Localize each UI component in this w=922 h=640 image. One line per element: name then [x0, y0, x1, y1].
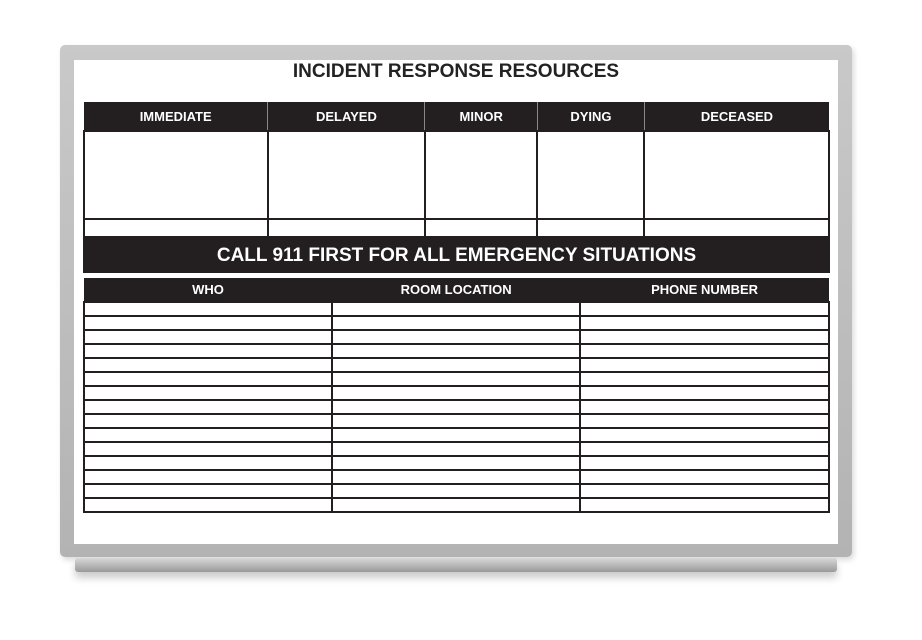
- category-count-cell: [537, 219, 644, 237]
- contact-cell: [580, 456, 829, 470]
- contact-cell: [580, 470, 829, 484]
- contact-cell: [332, 470, 580, 484]
- contact-cell: [580, 358, 829, 372]
- category-count-cell: [425, 219, 537, 237]
- category-cell: [84, 131, 268, 219]
- category-header-delayed: DELAYED: [268, 102, 425, 131]
- column-header-room-location: ROOM LOCATION: [332, 278, 580, 302]
- contact-row: [84, 400, 829, 414]
- contact-row: [84, 358, 829, 372]
- contact-cell: [332, 358, 580, 372]
- contact-cell: [580, 302, 829, 316]
- contact-cell: [332, 302, 580, 316]
- contacts-table: [83, 278, 830, 513]
- contact-cell: [580, 428, 829, 442]
- contact-cell: [84, 414, 332, 428]
- category-count-cell: [268, 219, 425, 237]
- category-count-cell: [84, 219, 268, 237]
- contact-cell: [332, 344, 580, 358]
- category-header-deceased: DECEASED: [644, 102, 829, 131]
- contact-cell: [580, 316, 829, 330]
- contact-cell: [332, 414, 580, 428]
- contact-cell: [580, 414, 829, 428]
- contact-row: [84, 428, 829, 442]
- contact-row: [84, 414, 829, 428]
- contact-cell: [84, 456, 332, 470]
- contact-cell: [332, 372, 580, 386]
- contact-cell: [84, 428, 332, 442]
- category-header-immediate: IMMEDIATE: [84, 102, 268, 131]
- contact-cell: [332, 316, 580, 330]
- contact-cell: [580, 386, 829, 400]
- contact-cell: [84, 484, 332, 498]
- category-cell: [425, 131, 537, 219]
- contact-cell: [580, 330, 829, 344]
- contact-cell: [332, 428, 580, 442]
- category-header-dying: DYING: [537, 102, 644, 131]
- contact-cell: [84, 372, 332, 386]
- contact-cell: [84, 302, 332, 316]
- contact-row: [84, 442, 829, 456]
- board-title: INCIDENT RESPONSE RESOURCES: [292, 61, 620, 82]
- category-cell: [644, 131, 829, 219]
- emergency-banner: CALL 911 FIRST FOR ALL EMERGENCY SITUATIONS: [83, 238, 830, 273]
- triage-category-table: [83, 102, 830, 238]
- contact-row: [84, 316, 829, 330]
- category-cell: [537, 131, 644, 219]
- contact-cell: [84, 358, 332, 372]
- contact-row: [84, 456, 829, 470]
- contact-cell: [580, 344, 829, 358]
- contact-cell: [332, 442, 580, 456]
- contact-cell: [580, 372, 829, 386]
- contact-cell: [332, 498, 580, 512]
- contact-cell: [580, 442, 829, 456]
- contact-row: [84, 498, 829, 512]
- category-cell: [268, 131, 425, 219]
- contact-row: [84, 330, 829, 344]
- contact-cell: [580, 498, 829, 512]
- contact-cell: [580, 484, 829, 498]
- contact-cell: [84, 344, 332, 358]
- contact-cell: [332, 400, 580, 414]
- contact-cell: [332, 386, 580, 400]
- category-header-minor: MINOR: [425, 102, 537, 131]
- contact-row: [84, 372, 829, 386]
- contact-row: [84, 302, 829, 316]
- contact-cell: [84, 470, 332, 484]
- contact-cell: [332, 330, 580, 344]
- column-header-who: WHO: [84, 278, 332, 302]
- contact-row: [84, 484, 829, 498]
- contact-cell: [84, 498, 332, 512]
- contact-cell: [332, 484, 580, 498]
- contact-cell: [84, 442, 332, 456]
- contact-cell: [84, 316, 332, 330]
- category-count-cell: [644, 219, 829, 237]
- contact-cell: [84, 386, 332, 400]
- contact-row: [84, 470, 829, 484]
- column-header-phone-number: PHONE NUMBER: [580, 278, 829, 302]
- contact-cell: [84, 330, 332, 344]
- contact-cell: [580, 400, 829, 414]
- marker-tray: [75, 558, 837, 572]
- contact-row: [84, 386, 829, 400]
- contact-row: [84, 344, 829, 358]
- contact-cell: [84, 400, 332, 414]
- contact-cell: [332, 456, 580, 470]
